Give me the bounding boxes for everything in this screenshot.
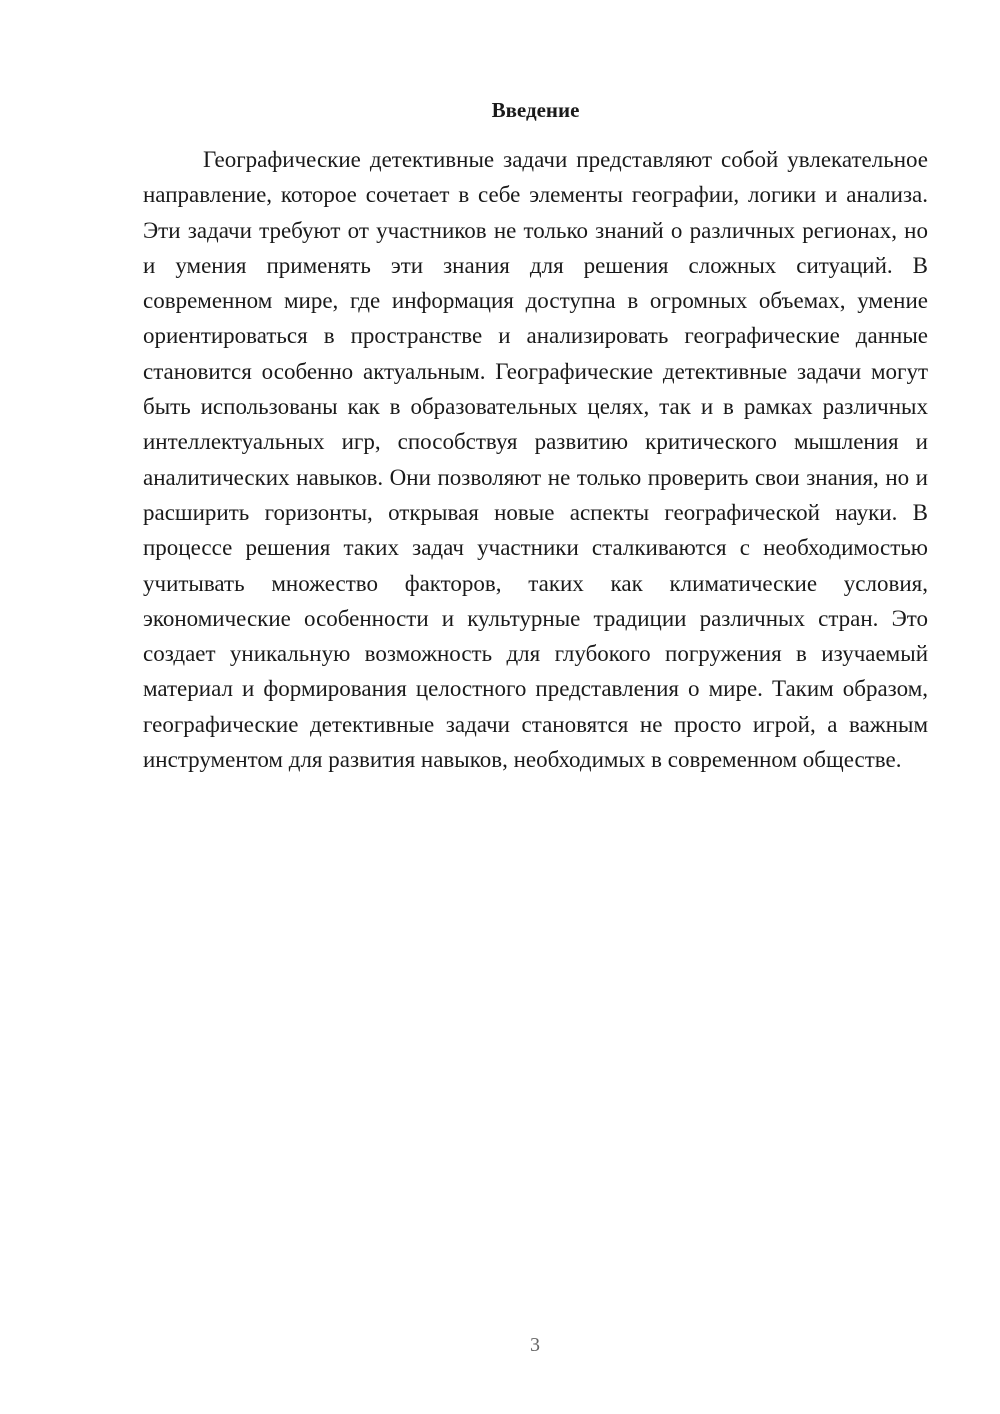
intro-paragraph: Географические детективные задачи представляют собой увлекательное направление, которое сочетает в себе элементы географии, логики и анализа. Эти задачи требуют от участников не только знаний о различных регионах, но и умения применять эти знания для решения сложных ситуаций. В современном мире, где информация доступна в огромных объемах, умение ориентироваться в пространстве и анализировать географические данные становится особенно актуальным. Географические детективные задачи могут быть использованы как в образовательных целях, так и в рамках различных интеллектуальных игр, способствуя развитию критического мышления и аналитических навыков. Они позволяют не только проверить свои знания, но и расширить горизонты, открывая новые аспекты географической науки. В процессе решения таких задач участники сталкиваются с необходимостью учитывать множество факторов, таких как климатические условия, экономические особенности и культурные традиции различных стран. Это создает уникальную возможность для глубокого погружения в изучаемый материал и формирования целостного представления о мире. Таким образом, географические детективные задачи становятся не просто игрой, а важным инструментом для развития навыков, необходимых в современном обществе. — [143, 147, 928, 773]
page-number: 3 — [530, 1334, 540, 1356]
section-heading: Введение — [491, 98, 580, 122]
